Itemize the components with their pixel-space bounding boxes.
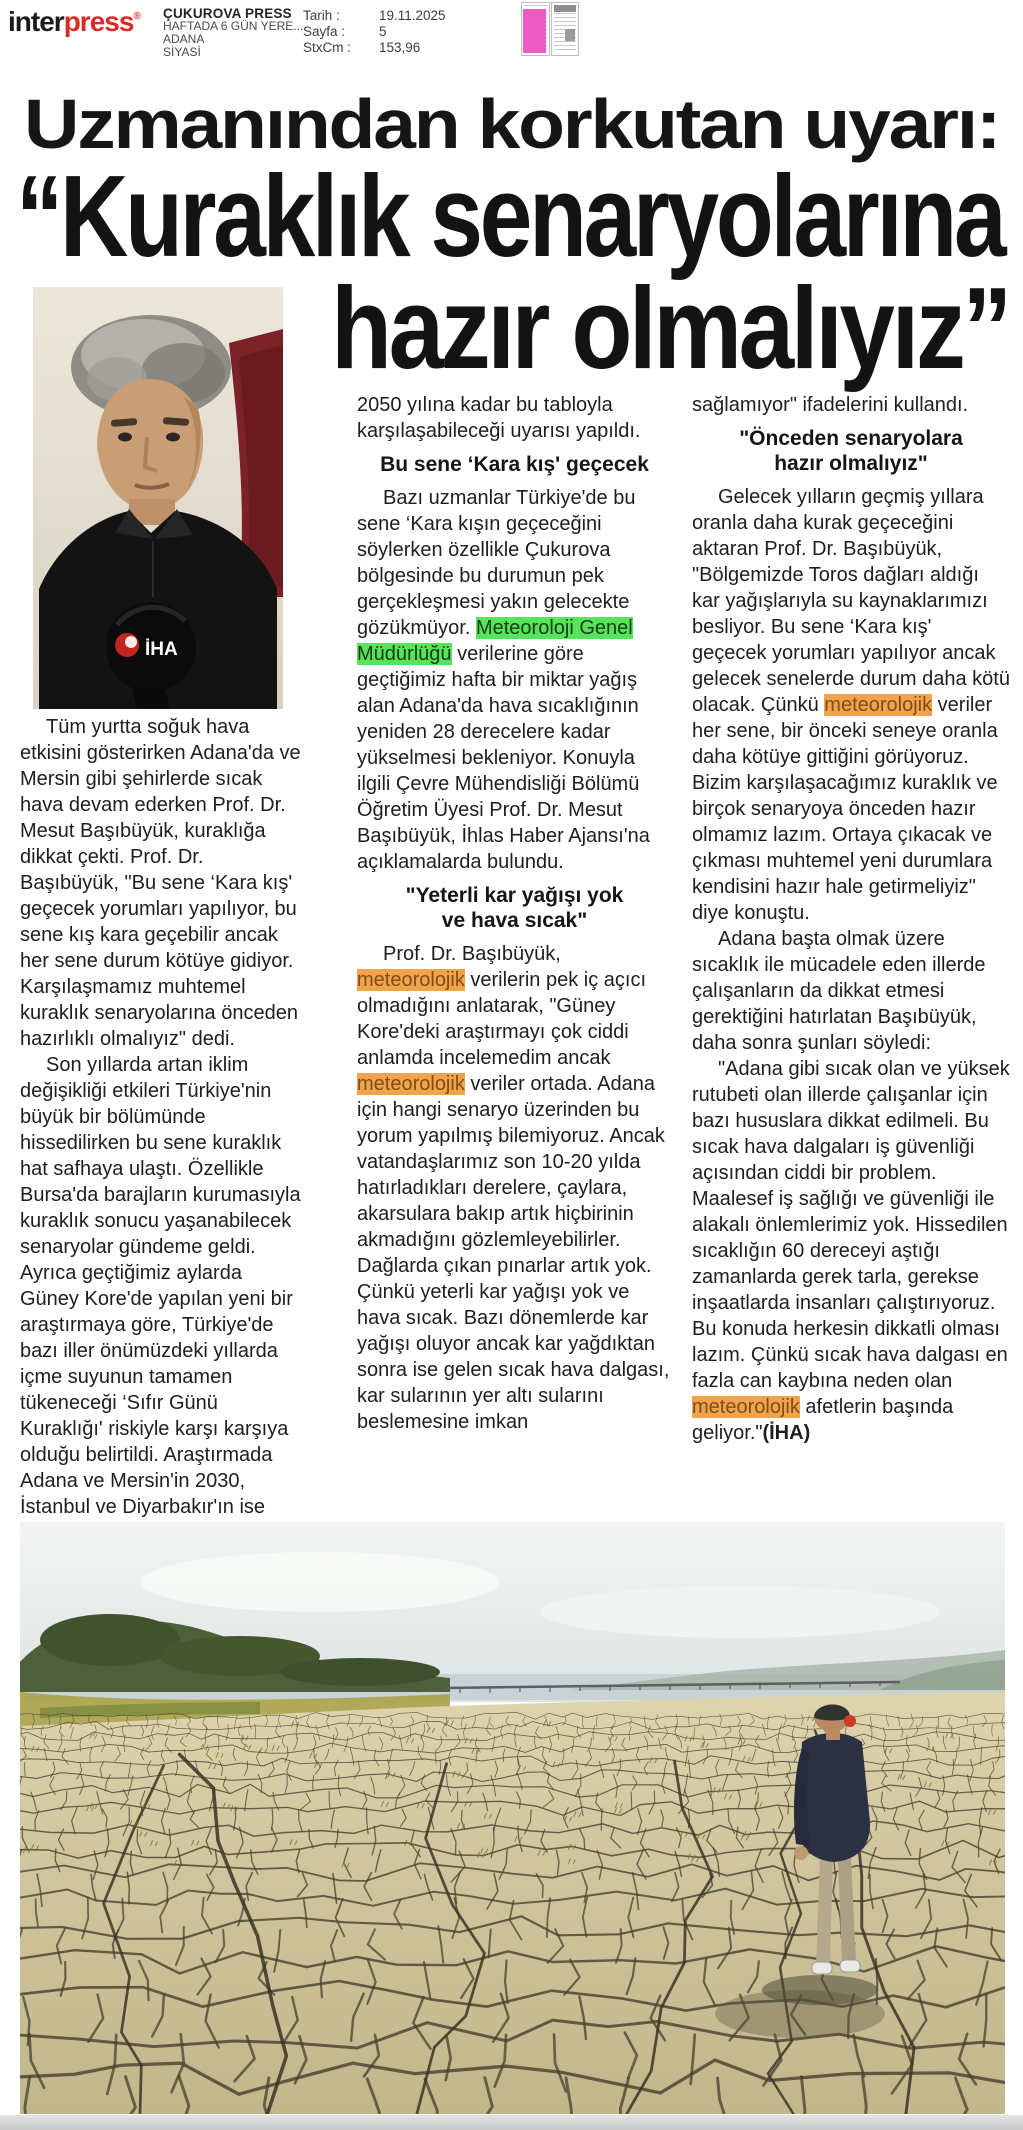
article-paragraph: "Adana gibi sıcak olan ve yüksek rutubeti olan illerde çalışanlar için bazı hususlara dikkat edilmeli. Bu sıcak hava dalgaları iş güvenliği açısından ciddi bir problem. Maalesef iş sağlığı ve güvenliği ile alakalı önlemlerimiz yok. Hissedilen sıcaklığın 60 dereceyi aştığı zamanlarda gerek tarla, gerekse inşaatlarda insanları çalıştırıyoruz. Bu konuda herkesin dikkatli olması lazım. Çünkü sıcak hava dalgası en fazla can kaybına neden olan meteorolojik afetlerin başında geliyor."(İHA) — [692, 1058, 1010, 1444]
article-column-2 — [357, 392, 672, 1435]
headline-line-2: hazır olmalıyız” — [331, 263, 1009, 393]
scan-edge — [0, 2115, 1023, 2130]
page-label: Sayfa : — [303, 24, 346, 39]
article-paragraph: Son yıllarda artan iklim değişikliği etkileri Türkiye'nin büyük bir bölümünde hissedilirken bu sene kuraklık hat safhaya ulaştı. Özellikle Bursa'da barajların kurumasıyla kuraklık sonucu yaşanabilecek senaryolar gündeme geldi. Ayrıca geçtiğimiz aylarda Güney Kore'de yapılan yeni bir araştırmaya göre, Türkiye'de bazı iller önümüzdeki yıllarda içme suyunun tamamen tükeneceği ‘Sıfır Günü Kuraklığı' riskiyle karşı karşıya olduğu belirtildi. Araştırmada Adana ve Mersin'in 2030, İstanbul ve Diyarbakır'ın ise — [20, 1054, 301, 1518]
article-paragraph: Bazı uzmanlar Türkiye'de bu sene ‘Kara kışın geçeceğini söylerken özellikle Çukurova bölgesinde bu durumun pek gerçekleşmesi yakın gelecekte gözükmüyor. Meteoroloji Genel Müdürlüğü verilerine göre geçtiğimiz hafta bir miktar yağış alan Adana'da hava sıcaklığının yeniden 28 derecelere kadar yükselmesi bekleniyor. Konuyla ilgili Çevre Mühendisliği Bölümü Öğretim Üyesi Prof. Dr. Mesut Başıbüyük, İhlas Haber Ajansı'na açıklamalarda bulundu. — [357, 487, 650, 873]
publication-category: SİYASİ — [163, 45, 201, 59]
article-subhead: "Yeterli kar yağışı yok ve hava sıcak" — [405, 884, 624, 932]
publication-frequency: HAFTADA 6 GÜN YERE... — [163, 19, 304, 33]
clipping-meta — [303, 8, 446, 56]
highlighted-text: meteorolojik — [692, 1396, 800, 1418]
drought-photo-svg — [20, 1522, 1005, 2114]
thumbnail-left-page — [521, 2, 550, 56]
interview-photo-svg — [33, 287, 283, 709]
highlighted-text: meteorolojik — [357, 969, 465, 991]
article-subhead: "Önceden senaryolara hazır olmalıyız" — [739, 427, 963, 475]
publication-name: ÇUKUROVA PRESS — [163, 6, 292, 21]
publication-info — [163, 7, 303, 59]
page-value: 5 — [379, 24, 387, 39]
stxcm-value: 153,96 — [379, 40, 421, 55]
highlighted-text: meteorolojik — [357, 1073, 465, 1095]
article-paragraph: Adana başta olmak üzere sıcaklık ile mücadele eden illerde çalışanların da dikkat etmesi gerektiğini hatırlatan Başıbüyük, daha sonra şunları söyledi: — [692, 928, 986, 1054]
interpress-logo — [8, 6, 140, 38]
headline-kicker: Uzmanından korkutan uyarı: — [24, 85, 1000, 163]
page-thumbnail — [521, 2, 579, 56]
article-paragraph: Tüm yurtta soğuk hava etkisini gösterirken Adana'da ve Mersin gibi şehirlerde sıcak hava devam ederken Prof. Dr. Mesut Başıbüyük, kuraklığa dikkat çekti. Prof. Dr. Başıbüyük, "Bu sene ‘Kara kış' geçecek yorumları yapılıyor, bu sene kış kara geçebilir ancak her sene durum kötüye gidiyor. Karşılaşmamız muhtemel kuraklık senaryolarına önceden hazırlıklı olmalıyız" dedi. — [20, 716, 301, 1050]
highlighted-text: Meteoroloji Genel Müdürlüğü — [357, 617, 633, 665]
article-column-3 — [692, 392, 1010, 1446]
article-column-1 — [20, 714, 301, 1520]
article-paragraph: sağlamıyor" ifadelerini kullandı. — [692, 394, 969, 416]
logo-text-inter: inter — [8, 6, 64, 37]
registered-mark: ® — [133, 11, 140, 22]
mic-logo-text: İHA — [145, 639, 178, 660]
date-label: Tarih : — [303, 8, 340, 23]
headline-line-1: “Kuraklık senaryolarına — [16, 151, 1004, 281]
logo-text-press: press — [63, 6, 134, 37]
article-subhead: Bu sene ‘Kara kış' geçecek — [380, 453, 649, 476]
article-paragraph: Prof. Dr. Başıbüyük, meteorolojik verilerin pek iç açıcı olmadığını anlatarak, "Güney Kore'deki araştırmayı çok ciddi anlamda incelemedim ancak meteorolojik veriler ortada. Adana için hangi senaryo üzerinden bu yorum yapılmış bilemiyoruz. Ancak vatandaşlarımız son 10-20 yılda hatırladıkları derelere, çaylara, akarsulara bakıp artık hiçbirinin akmadığını gözlemleyebilirler. Dağlarda çıkan pınarlar artık yok. Çünkü yeterli kar yağışı yok ve hava sıcak. Bazı dönemlerde kar yağışı oluyor ancak kar yağdıktan sonra ise gelen sıcak hava dalgası, kar sularının yer altı sularını beslemesine imkan — [357, 943, 670, 1433]
article-paragraph: Gelecek yılların geçmiş yıllara oranla daha kurak geçeceğini aktaran Prof. Dr. Başıbüyük, "Bölgemizde Toros dağları aldığı kar yağışlarıyla su kaynaklarımızı besliyor. Bu sene ‘Kara kış' geçecek yorumları yapılıyor ancak gelecek senelerde durum daha kötü olacak. Çünkü meteorolojik veriler her sene, bir önceki seneye oranla daha kötüye gittiğini görüyoruz. Bizim karşılaşacağımız kuraklık ve birçok senaryoya önceden hazır olmamız lazım. Ortaya çıkacak ve çıkması muhtemel yeni durumlara kendisini hazır hale getirmeliyiz" diye konuştu. — [692, 486, 1010, 924]
drought-photo — [20, 1522, 1005, 2114]
publication-city: ADANA — [163, 32, 205, 46]
interview-photo — [33, 287, 283, 709]
highlighted-text: meteorolojik — [824, 694, 933, 716]
stxcm-label: StxCm : — [303, 40, 352, 55]
date-value: 19.11.2025 — [379, 8, 446, 23]
article-paragraph: 2050 yılına kadar bu tabloyla karşılaşabileceği uyarısı yapıldı. — [357, 394, 641, 442]
thumbnail-right-page — [551, 2, 580, 56]
clipping-highlight — [523, 9, 546, 53]
